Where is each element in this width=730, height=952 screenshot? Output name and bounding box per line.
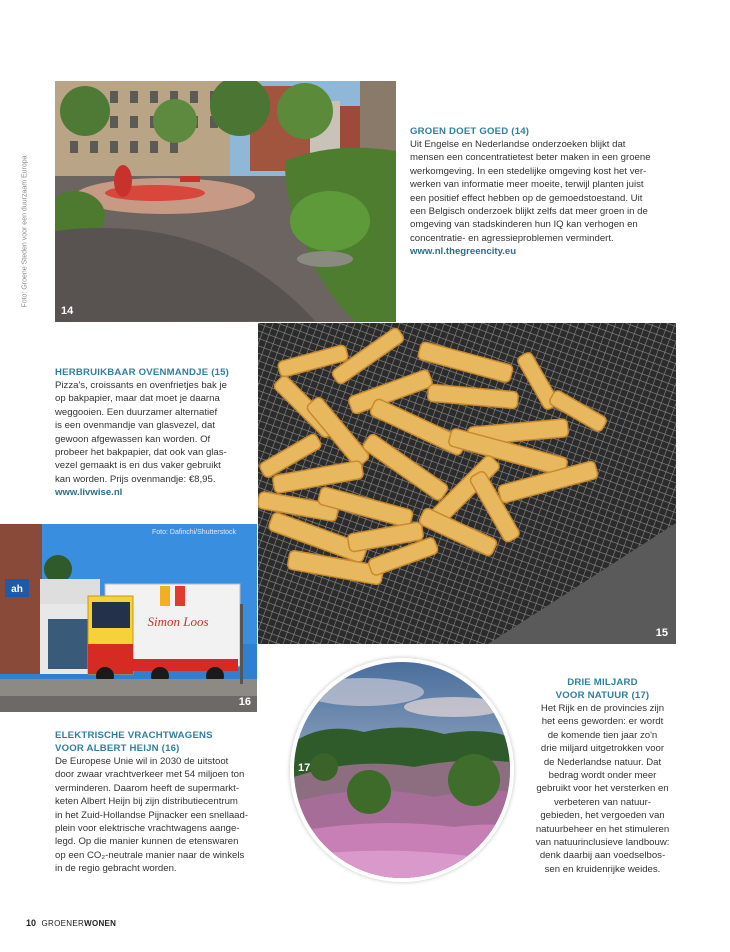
body-line: door zwaar vrachtverkeer met 54 miljoen ton xyxy=(55,769,245,781)
body-line: legd. Op die manier kunnen de etenswaren xyxy=(55,836,239,848)
body-line: concentratie- en agressieproblemen vermindert. xyxy=(410,232,614,244)
body-line: het eens geworden: er wordt xyxy=(541,716,664,728)
article-drie-miljard xyxy=(515,676,690,876)
photo-number-17: 17 xyxy=(298,762,311,774)
body-line: in de regio gebracht worden. xyxy=(55,863,177,875)
truck-brand-text: Simon Loos xyxy=(147,614,209,629)
heading-text: VOOR NATUUR xyxy=(555,690,629,701)
green-city-illustration xyxy=(55,81,396,322)
body-line: van natuurinclusieve landbouw: xyxy=(535,837,670,849)
body-line: Het Rijk en de provincies zijn xyxy=(540,703,665,714)
body-line: denk daarbij aan voedselbos- xyxy=(539,850,666,862)
article-heading-line1: ELEKTRISCHE VRACHTWAGENS xyxy=(55,730,213,741)
article-body xyxy=(410,138,680,245)
page-number: 10 xyxy=(26,918,37,928)
article-link[interactable]: www.nl.thegreencity.eu xyxy=(410,246,517,258)
article-heading xyxy=(55,366,255,379)
heading-text: VOOR ALBERT HEIJN xyxy=(55,743,159,754)
body-line: verminderen. Daarom heeft de supermarkt- xyxy=(55,782,239,794)
body-line: gebruikt voor het versterken en xyxy=(536,783,669,795)
article-body xyxy=(55,379,255,486)
fries-illustration xyxy=(258,323,676,644)
article-ovenmandje xyxy=(55,366,255,500)
body-line: kan worden. Prijs ovenmandje: €8,95. xyxy=(55,473,216,485)
magazine-name-part2: WONEN xyxy=(84,919,117,928)
body-line: Uit Engelse en Nederlandse onderzoeken blijkt dat xyxy=(410,139,626,150)
body-line: bedrag wordt onder meer xyxy=(548,770,657,782)
body-line: is een ovenmandje van glasvezel, dat xyxy=(55,420,215,432)
magazine-name-part1: GROENER xyxy=(41,919,85,928)
body-line: in het Zuid-Hollandse Pijnacker een snellaad- xyxy=(55,809,249,821)
heathland-illustration xyxy=(294,662,510,878)
heading-text: HERBRUIKBAAR OVENMANDJE xyxy=(55,367,209,378)
article-link[interactable]: www.livwise.nl xyxy=(55,487,123,499)
body-line: weggooien. Een duurzamer alternatief xyxy=(55,406,218,418)
body-line: plein voor elektrische vrachtwagens aange- xyxy=(55,823,240,835)
photo-green-city xyxy=(55,81,396,322)
heading-ref: (16) xyxy=(161,743,180,754)
body-line: omgeving van stadskinderen hun IQ kan verhogen en xyxy=(410,219,638,231)
photo-number-15: 15 xyxy=(655,627,668,639)
article-body xyxy=(55,755,270,876)
heading-ref: (14) xyxy=(511,126,530,137)
article-body xyxy=(515,702,690,876)
body-line: natuurbeheer en het stimuleren xyxy=(535,823,670,835)
body-line: gebieden, het vergoeden van xyxy=(540,810,665,822)
body-line: een positief effect hebben op de gemoedstoestand. Uit xyxy=(410,192,643,204)
body-line: Pizza's, croissants en ovenfrietjes bak je xyxy=(55,380,227,391)
heading-text: GROEN DOET GOED xyxy=(410,126,509,137)
body-line: keten Albert Heijn bij zijn distributiecentrum xyxy=(55,796,238,808)
heading-ref: (15) xyxy=(211,367,230,378)
article-elektrische-vrachtwagens xyxy=(55,729,270,876)
body-line: op bakpapier, maar dat moet je daarna xyxy=(55,393,220,405)
body-line: een Belgisch onderzoek blijkt zelfs dat meer groen in de xyxy=(410,206,648,218)
body-line: verbeteren van natuur- xyxy=(553,796,652,808)
body-line: gewoon afgewassen kan worden. Of xyxy=(55,433,211,445)
article-heading-line2 xyxy=(55,742,270,755)
body-line: vezel gemaakt is en dus vaker gebruikt xyxy=(55,460,221,472)
photo-oven-basket xyxy=(258,323,676,644)
body-line: op een CO₂-neutrale manier naar de winkels xyxy=(55,849,245,861)
body-line: de komende tien jaar zo'n xyxy=(547,729,658,741)
body-line: de Nederlandse natuur. Dat xyxy=(543,756,662,768)
photo-ah-truck xyxy=(0,524,257,712)
photo-number-14: 14 xyxy=(61,305,74,317)
article-heading-line2 xyxy=(515,689,690,702)
body-line: mensen een concentratietest beter maken in een groene xyxy=(410,152,651,164)
ah-logo-text: ah xyxy=(11,584,23,595)
page-footer xyxy=(26,918,116,928)
article-heading-line1: DRIE MILJARD xyxy=(567,677,638,688)
article-heading xyxy=(410,125,680,138)
photo-heathland xyxy=(290,658,514,882)
truck-illustration xyxy=(0,524,257,712)
article-groen-doet-goed xyxy=(410,125,680,259)
body-line: sen en kruidenrijke weides. xyxy=(544,863,661,875)
body-line: De Europese Unie wil in 2030 de uitstoot xyxy=(55,756,229,767)
body-line: werken van informatie meer moeite, terwijl planten juist xyxy=(410,179,644,191)
photo-credit-14: Foto: Groene Steden voor een duurzaam Europa xyxy=(21,155,29,308)
photo-number-16: 16 xyxy=(238,696,251,708)
body-line: probeer het bakpapier, dat ook van glas- xyxy=(55,447,227,459)
heading-ref: (17) xyxy=(631,690,650,701)
body-line: werkomgeving. In een stedelijke omgeving kost het ver- xyxy=(410,165,647,177)
body-line: drie miljard uitgetrokken voor xyxy=(540,743,665,755)
photo-credit-15: Foto: Dafinchi/Shutterstock xyxy=(152,529,237,536)
